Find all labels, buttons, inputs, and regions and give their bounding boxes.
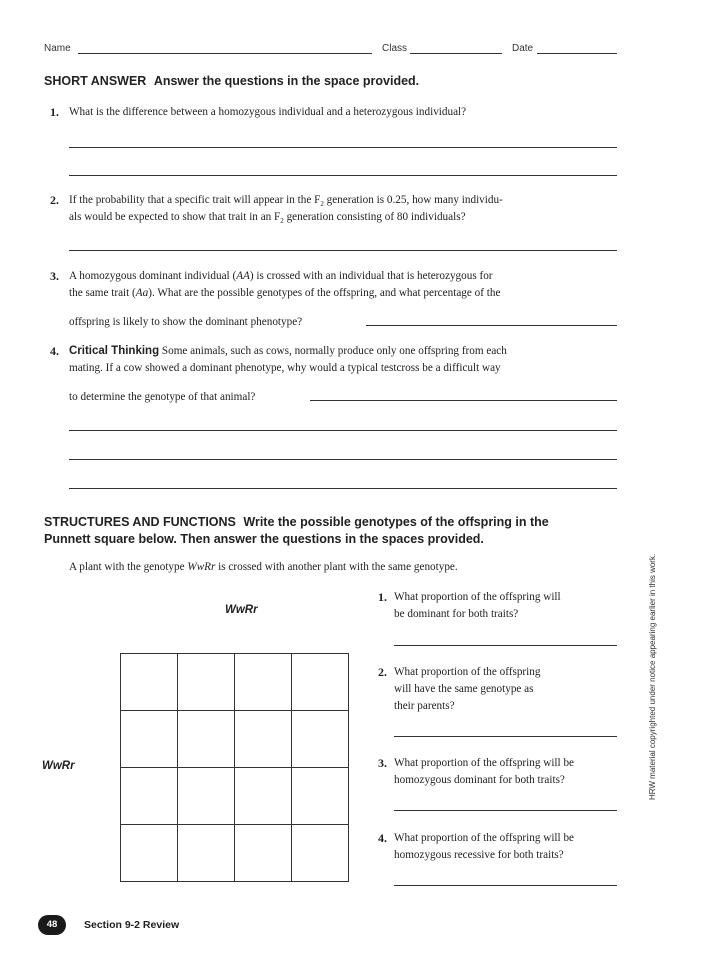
sf-question-2: What proportion of the offspring will have the same genotype as their parents? [394,666,541,712]
class-label: Class [382,43,408,54]
answer-line[interactable] [394,885,617,886]
class-line[interactable] [410,53,502,54]
punnett-cell[interactable] [235,825,292,882]
question-3-line-2: the same trait (Aa). What are the possible genotypes of the offspring, and what percentage of the [69,287,501,299]
question-2-line-1: If the probability that a specific trait will appear in the $F_2$ generation is 0.25, how many individu- [69,194,503,209]
punnett-cell[interactable] [178,654,235,711]
sf-question-1: What proportion of the offspring will be dominant for both traits? [394,591,561,620]
answer-line[interactable] [394,810,617,811]
name-label: Name [44,43,71,54]
answer-line[interactable] [310,400,617,401]
question-3-line-1: A homozygous dominant individual (AA) is crossed with an individual that is heterozygous for [69,270,493,282]
answer-line[interactable] [394,645,617,646]
question-number: 4. [378,831,387,845]
question-number: 2. [378,665,387,679]
question-number: 1. [378,590,387,604]
sf-question-4: What proportion of the offspring will be homozygous recessive for both traits? [394,832,574,861]
punnett-cell[interactable] [292,768,349,825]
answer-line[interactable] [366,325,617,326]
question-4-line-3: to determine the genotype of that animal? [69,391,256,403]
punnett-cell[interactable] [121,768,178,825]
punnett-cell[interactable] [121,825,178,882]
punnett-cell[interactable] [235,768,292,825]
punnett-cell[interactable] [292,711,349,768]
punnett-cell[interactable] [235,654,292,711]
answer-line[interactable] [394,736,617,737]
punnett-cell[interactable] [121,711,178,768]
answer-line[interactable] [69,147,617,148]
sf-question-3: What proportion of the offspring will be homozygous dominant for both traits? [394,757,574,786]
punnett-cell[interactable] [292,654,349,711]
punnett-cell[interactable] [235,711,292,768]
answer-line[interactable] [69,430,617,431]
date-label: Date [512,43,534,54]
answer-line[interactable] [69,488,617,489]
punnett-square [120,653,349,882]
footer-section: Section 9-2 Review [84,919,180,931]
section-title: SHORT ANSWER [44,74,147,88]
punnett-cell[interactable] [121,654,178,711]
answer-line[interactable] [69,459,617,460]
punnett-cell[interactable] [178,768,235,825]
question-2-line-2: als would be expected to show that trait in an $F_2$ generation consisting of 80 individuals? [69,211,466,226]
short-answer-heading [44,74,419,88]
structures-heading: STRUCTURES AND FUNCTIONS Write the possible genotypes of the offspring in the Punnett square below. Then answer the questions in the spaces provided. [44,515,549,546]
punnett-cell[interactable] [178,825,235,882]
date-line[interactable] [537,53,617,54]
answer-line[interactable] [69,250,617,251]
name-line[interactable] [78,53,372,54]
answer-line[interactable] [69,175,617,176]
question-4-line-2: mating. If a cow showed a dominant phenotype, why would a typical testcross be a difficult way [69,362,501,374]
question-number: 2. [50,193,59,207]
punnett-intro: A plant with the genotype WwRr is crossed with another plant with the same genotype. [69,561,458,573]
section-title: STRUCTURES AND FUNCTIONS [44,515,236,529]
question-number: 1. [50,105,59,119]
question-3-line-3: offspring is likely to show the dominant phenotype? [69,316,303,328]
question-number: 3. [50,269,59,283]
section-instruction: Answer the questions in the space provided. [153,74,420,88]
question-4-line-1: Critical Thinking Some animals, such as cows, normally produce only one offspring from each [69,345,507,357]
critical-thinking-label: Critical Thinking [69,345,160,357]
copyright-note: HRW material copyrighted under notice appearing earlier in this work. [648,553,657,800]
question-number: 4. [50,344,59,358]
question-1-text: What is the difference between a homozygous individual and a heterozygous individual? [69,106,467,118]
top-genotype-label: WwRr [225,604,258,616]
question-number: 3. [378,756,387,770]
page-number-badge: 48 [38,915,66,935]
punnett-cell[interactable] [178,711,235,768]
side-genotype-label: WwRr [42,760,75,772]
punnett-cell[interactable] [292,825,349,882]
